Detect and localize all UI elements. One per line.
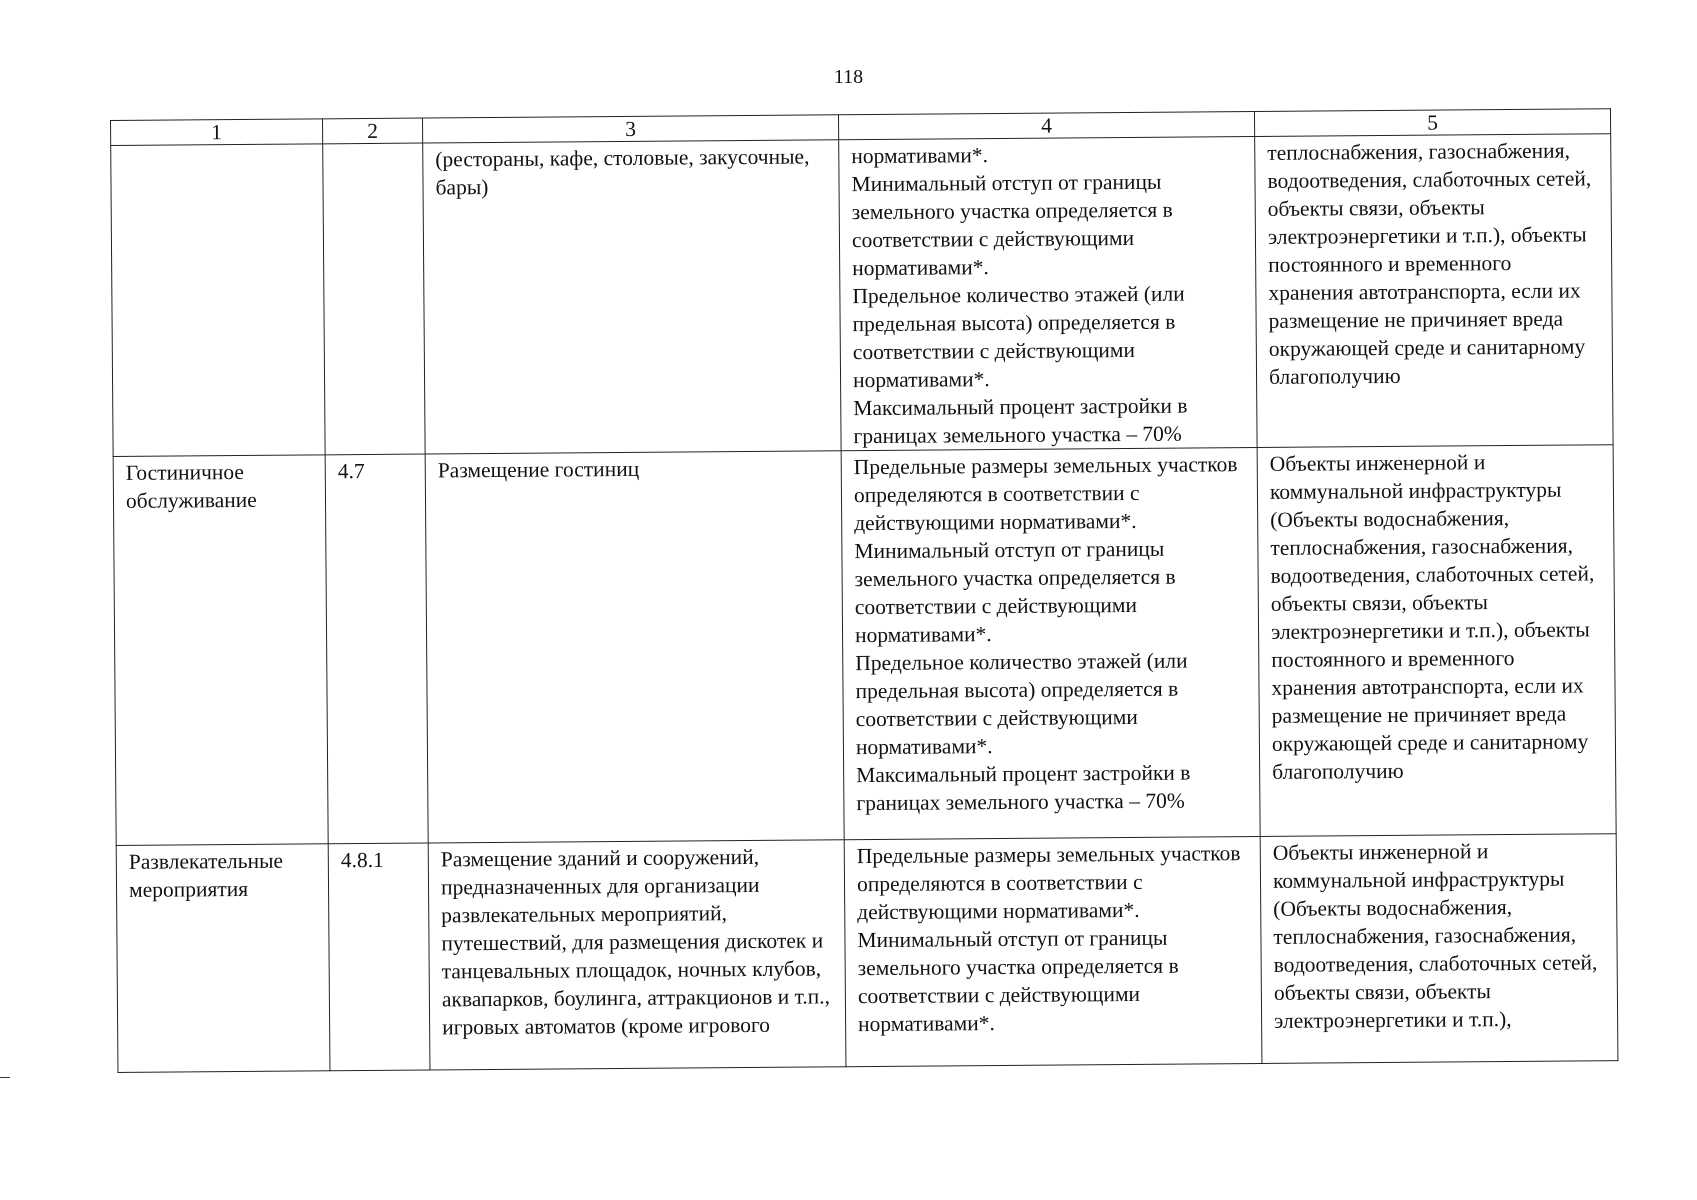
code-cell: 4.8.1 <box>328 843 430 1071</box>
parameter-text: Максимальный процент застройки в границах земельного участка – 70% <box>853 393 1188 449</box>
parameter-text: Минимальный отступ от границы земельного участка определяется в соответствии с действующими нормативами*. <box>857 925 1179 1037</box>
description-cell: Размещение зданий и сооружений, предназначенных для организации развлекательных мероприятий, путешествий, для размещения дискотек и танцевальных площадок, ночных клубов, аквапарков, боулинга, аттракционов и т.п., игровых автоматов (кроме игрового <box>428 840 846 1070</box>
column-header-1: 1 <box>111 119 323 146</box>
table-row <box>111 134 1613 457</box>
parameter-text: Предельные размеры земельных участков определяются в соответствии с действующими нормативами*. <box>853 452 1238 536</box>
parameter-text: нормативами*. <box>851 143 989 169</box>
parameter-text: Предельное количество этажей (или предельная высота) определяется в соответствии с действующими нормативами*. <box>852 281 1185 393</box>
parameter-text: Минимальный отступ от границы земельного участка определяется в соответствии с действующими нормативами*. <box>851 169 1173 281</box>
table-row <box>116 834 1618 1073</box>
parameter-text: Предельные размеры земельных участков определяются в соответствии с действующими нормативами*. <box>856 841 1241 925</box>
parameter-text: Минимальный отступ от границы земельного участка определяется в соответствии с действующими нормативами*. <box>854 536 1176 648</box>
column-header-3: 3 <box>422 115 838 143</box>
column-header-2: 2 <box>322 118 422 144</box>
column-header-4: 4 <box>838 112 1254 140</box>
parameter-text: Предельное количество этажей (или предельная высота) определяется в соответствии с действующими нормативами*. <box>855 648 1188 760</box>
parameters-cell <box>839 137 1257 451</box>
use-type-cell <box>111 144 325 457</box>
code-cell: 4.7 <box>325 454 428 844</box>
land-use-regulations-table <box>110 108 1618 1073</box>
auxiliary-uses-cell: Объекты инженерной и коммунальной инфраструктуры (Объекты водоснабжения, теплоснабжения, газоснабжения, водоотведения, слаботочных сетей, объекты связи, объекты электроэнергетики и т.п.), <box>1260 834 1618 1064</box>
table-row <box>113 445 1616 846</box>
auxiliary-uses-cell: Объекты инженерной и коммунальной инфраструктуры (Объекты водоснабжения, теплоснабжения, газоснабжения, водоотведения, слаботочных сетей, объекты связи, объекты электроэнергетики и т.п.), объекты постоянного и временного хранения автотранспорта, если их размещение не причиняет вреда окружающей среде и санитарному благополучию <box>1257 445 1616 837</box>
parameter-text: Максимальный процент застройки в границах земельного участка – 70% <box>856 760 1191 816</box>
auxiliary-uses-cell: теплоснабжения, газоснабжения, водоотведения, слаботочных сетей, объекты связи, объекты электроэнергетики и т.п.), объекты постоянного и временного хранения автотранспорта, если их размещение не причиняет вреда окружающей среде и санитарному благополучию <box>1255 134 1613 448</box>
margin-mark <box>0 1077 10 1078</box>
description-cell: Размещение гостиниц <box>425 451 844 843</box>
use-type-cell: Развлекательные мероприятия <box>116 844 330 1073</box>
parameters-cell <box>841 448 1260 840</box>
use-type-cell: Гостиничное обслуживание <box>113 455 328 846</box>
parameters-cell <box>844 836 1262 1066</box>
page-number: 118 <box>833 66 864 88</box>
code-cell <box>323 143 425 455</box>
description-cell: (рестораны, кафе, столовые, закусочные, бары) <box>423 140 841 454</box>
column-header-5: 5 <box>1254 109 1610 137</box>
